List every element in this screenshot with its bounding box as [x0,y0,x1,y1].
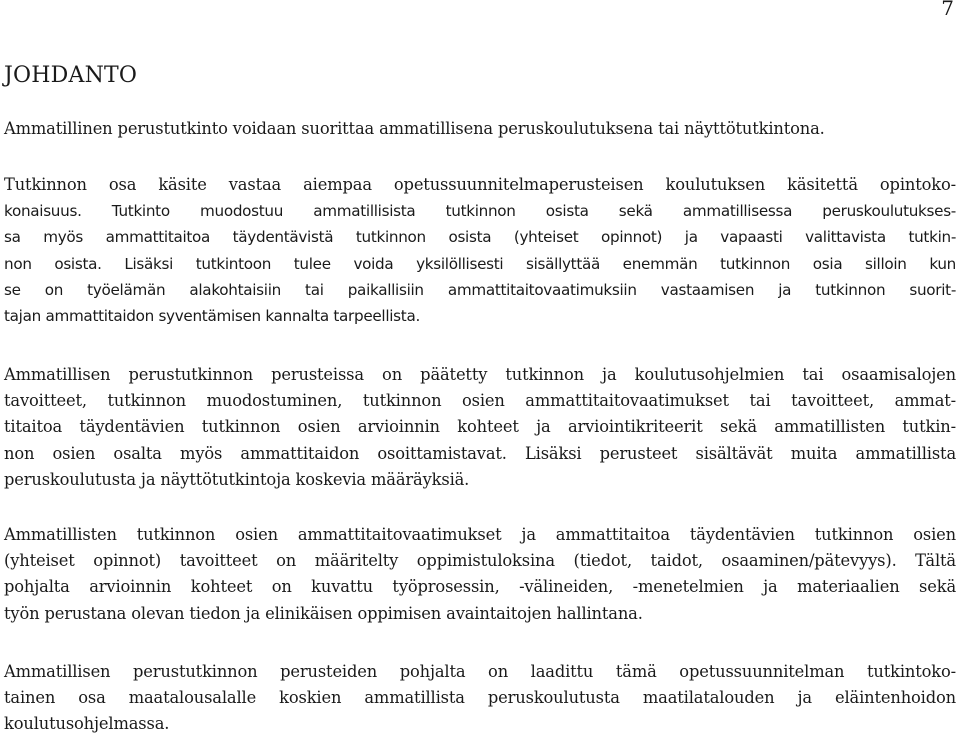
paragraph-line: (yhteiset opinnot) tavoitteet on määritelty oppimistuloksina (tiedot, taidot, osaaminen/pätevyys). Tältä [4,551,956,571]
paragraph-line: peruskoulutusta ja näyttötutkintoja koskevia määräyksiä. [4,469,470,489]
paragraph-line: Ammatillisen perustutkinnon perusteissa on päätetty tutkinnon ja koulutusohjelmien tai osaamisalojen [4,365,956,384]
paragraph-line: Ammatillisten tutkinnon osien ammattitaitovaatimukset ja ammattitaitoa täydentävien tutkinnon osien [4,525,956,544]
paragraph-line: Tutkinnon osa käsite vastaa aiempaa opetussuunnitelmaperusteisen koulutuksen käsitettä opintoko- [4,175,956,194]
paragraph-line: Ammatillinen perustutkinto voidaan suorittaa ammatillisena peruskoulutuksena tai näyttötutkintona. [4,119,825,138]
paragraph-line: titaitoa täydentävien tutkinnon osien arvioinnin kohteet ja arviointikriteerit sekä ammatillisten tutkin- [4,417,956,437]
paragraph-line: koulutusohjelmassa. [4,714,170,734]
page-number: 7 [941,0,954,20]
paragraph-line: tainen osa maatalousalalle koskien ammatillista peruskoulutusta maatilatalouden ja eläintenhoidon [4,688,956,708]
paragraph-5 [4,659,956,738]
paragraph-line: tajan ammattitaidon syventämisen kannalta tarpeellista. [4,307,420,326]
paragraph-4 [4,522,956,627]
paragraph-line: se on työelämän alakohtaisiin tai paikallisiin ammattitaitovaatimuksiin vastaamisen ja tutkinnon suorit- [4,280,956,299]
paragraph-line: non osien osalta myös ammattitaidon osoittamistavat. Lisäksi perusteet sisältävät muita ammatillista [4,443,956,463]
paragraph-3 [4,362,956,493]
paragraph-line: konaisuus. Tutkinto muodostuu ammatillisista tutkinnon osista sekä ammatillisessa peruskoulutukses- [4,202,956,221]
paragraph-1 [4,116,956,142]
paragraph-2 [4,172,956,329]
paragraph-line: tavoitteet, tutkinnon muodostuminen, tutkinnon osien ammattitaitovaatimukset tai tavoitteet, ammat- [4,391,956,411]
paragraph-line: non osista. Lisäksi tutkintoon tulee voida yksilöllisesti sisällyttää enemmän tutkinnon osia silloin kun [4,254,956,273]
paragraph-line: sa myös ammattitaitoa täydentävistä tutkinnon osista (yhteiset opinnot) ja vapaasti valittavista tutkin- [4,228,956,247]
paragraph-line: Ammatillisen perustutkinnon perusteiden pohjalta on laadittu tämä opetussuunnitelman tutkintoko- [4,662,956,681]
paragraph-line: pohjalta arvioinnin kohteet on kuvattu työprosessin, -välineiden, -menetelmien ja materiaalien sekä [4,577,956,597]
paragraph-line: työn perustana olevan tiedon ja elinikäisen oppimisen avaintaitojen hallintana. [4,603,643,623]
page-heading: JOHDANTO [4,63,138,88]
